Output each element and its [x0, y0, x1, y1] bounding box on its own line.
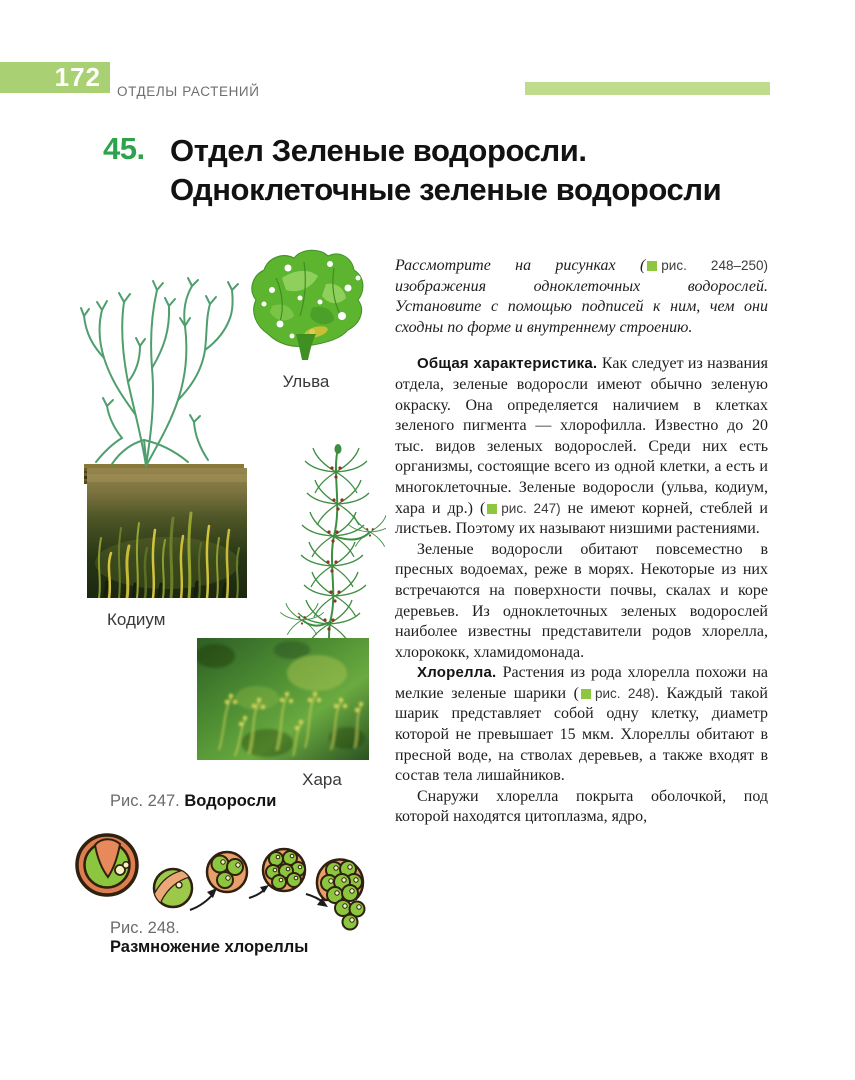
figure-reference	[485, 501, 560, 516]
chlorella-paragraph	[395, 663, 768, 787]
chara-photo	[197, 638, 369, 760]
intro-text-2: изображения одноклеточных водорослей. Установите с помощью подписей к ним, чем они сходны по форме и внутреннему строению.	[395, 277, 768, 336]
habitat-paragraph: Зеленые водоросли обитают повсеместно в пресных водоемах, реже в морях. Некоторые из них встречаются на поверхности почвы, скалах и коре деревьев. Из одноклеточных зеленых водорослей наиболее известны представители родов хлорелла, хлорококк, хламидомонада.	[395, 540, 768, 661]
intro-text-1: Рассмотрите на рисунках (	[395, 257, 646, 274]
figure-branching-alga-drawing	[56, 242, 246, 488]
intro-paragraph	[395, 256, 768, 338]
figure-reference	[645, 258, 768, 273]
ulva-illustration	[242, 248, 370, 362]
chara-drawing	[278, 442, 386, 660]
page-title	[170, 131, 721, 209]
ulva-label: Ульва	[282, 372, 330, 391]
figure-247-caption	[110, 792, 276, 811]
chlorella-text-1: Растения из рода хлорелла похожи на мелкие зеленые шарики (	[395, 664, 768, 702]
figure-chara-drawing	[278, 442, 386, 660]
general-text-1: Как следует из названия отдела, зеленые водоросли имеют обычно зеленую окраску. Она определяется наличием в клетках зеленого пигмента — хлорофилла. Известно до 20 тыс. видов зеленых водорослей. Среди них есть организмы, состоящие всего из одной клетки, а есть и многоклеточные. Зеленые водоросли (ульва, кодиум, хара и др.) (	[395, 355, 768, 517]
figure-248-caption	[110, 919, 308, 957]
figure-ulva-illustration	[242, 248, 370, 362]
chlorella-lead: Хлорелла.	[417, 664, 503, 682]
figure-codium-photo	[87, 468, 247, 598]
running-head: ОТДЕЛЫ РАСТЕНИЙ	[117, 84, 260, 99]
section-number: 45.	[103, 131, 145, 166]
figure-248-title: Размножение хлореллы	[110, 938, 309, 956]
chara-label: Хара	[302, 770, 342, 789]
general-paragraph	[395, 354, 768, 539]
figure-ref-square-icon	[647, 261, 657, 271]
figure-ref-label: рис. 248–250)	[661, 258, 768, 273]
general-lead: Общая характеристика.	[417, 355, 602, 373]
structure-paragraph: Снаружи хлорелла покрыта оболочкой, под которой находятся цитоплазма, ядро,	[395, 787, 768, 826]
codium-label: Кодиум	[107, 610, 166, 629]
chlorella-text-2: . Каждый такой шарик представляет собой одну клетку, диаметр которой не превышает 15 мкм. Хлореллы обитают в пресной воде, на стволах деревьев, а также входят в состав тела лишайников.	[395, 684, 768, 785]
body-text-column	[395, 256, 768, 828]
title-line-1: Отдел Зеленые водоросли.	[170, 133, 587, 168]
header-decor-bar	[525, 82, 770, 95]
figure-248-number: Рис. 248.	[110, 919, 180, 937]
figure-ref-label: рис. 247)	[501, 500, 561, 516]
figure-247-number: Рис. 247.	[110, 792, 180, 810]
general-text-2: не имеют корней, стеблей и листьев. Поэтому их называют низшими растениями.	[395, 499, 768, 538]
title-line-2: Одноклеточные зеленые водоросли	[170, 172, 722, 207]
figure-ref-label: рис. 248)	[595, 685, 655, 701]
figure-ref-square-icon	[581, 689, 591, 699]
branching-alga-illustration	[56, 242, 246, 488]
figure-247-title: Водоросли	[184, 792, 277, 810]
figure-ref-square-icon	[487, 504, 497, 514]
figure-chara-photo	[197, 638, 369, 760]
page-number-badge: 172	[0, 62, 110, 93]
figure-reference	[579, 686, 655, 701]
codium-photo	[87, 468, 247, 598]
